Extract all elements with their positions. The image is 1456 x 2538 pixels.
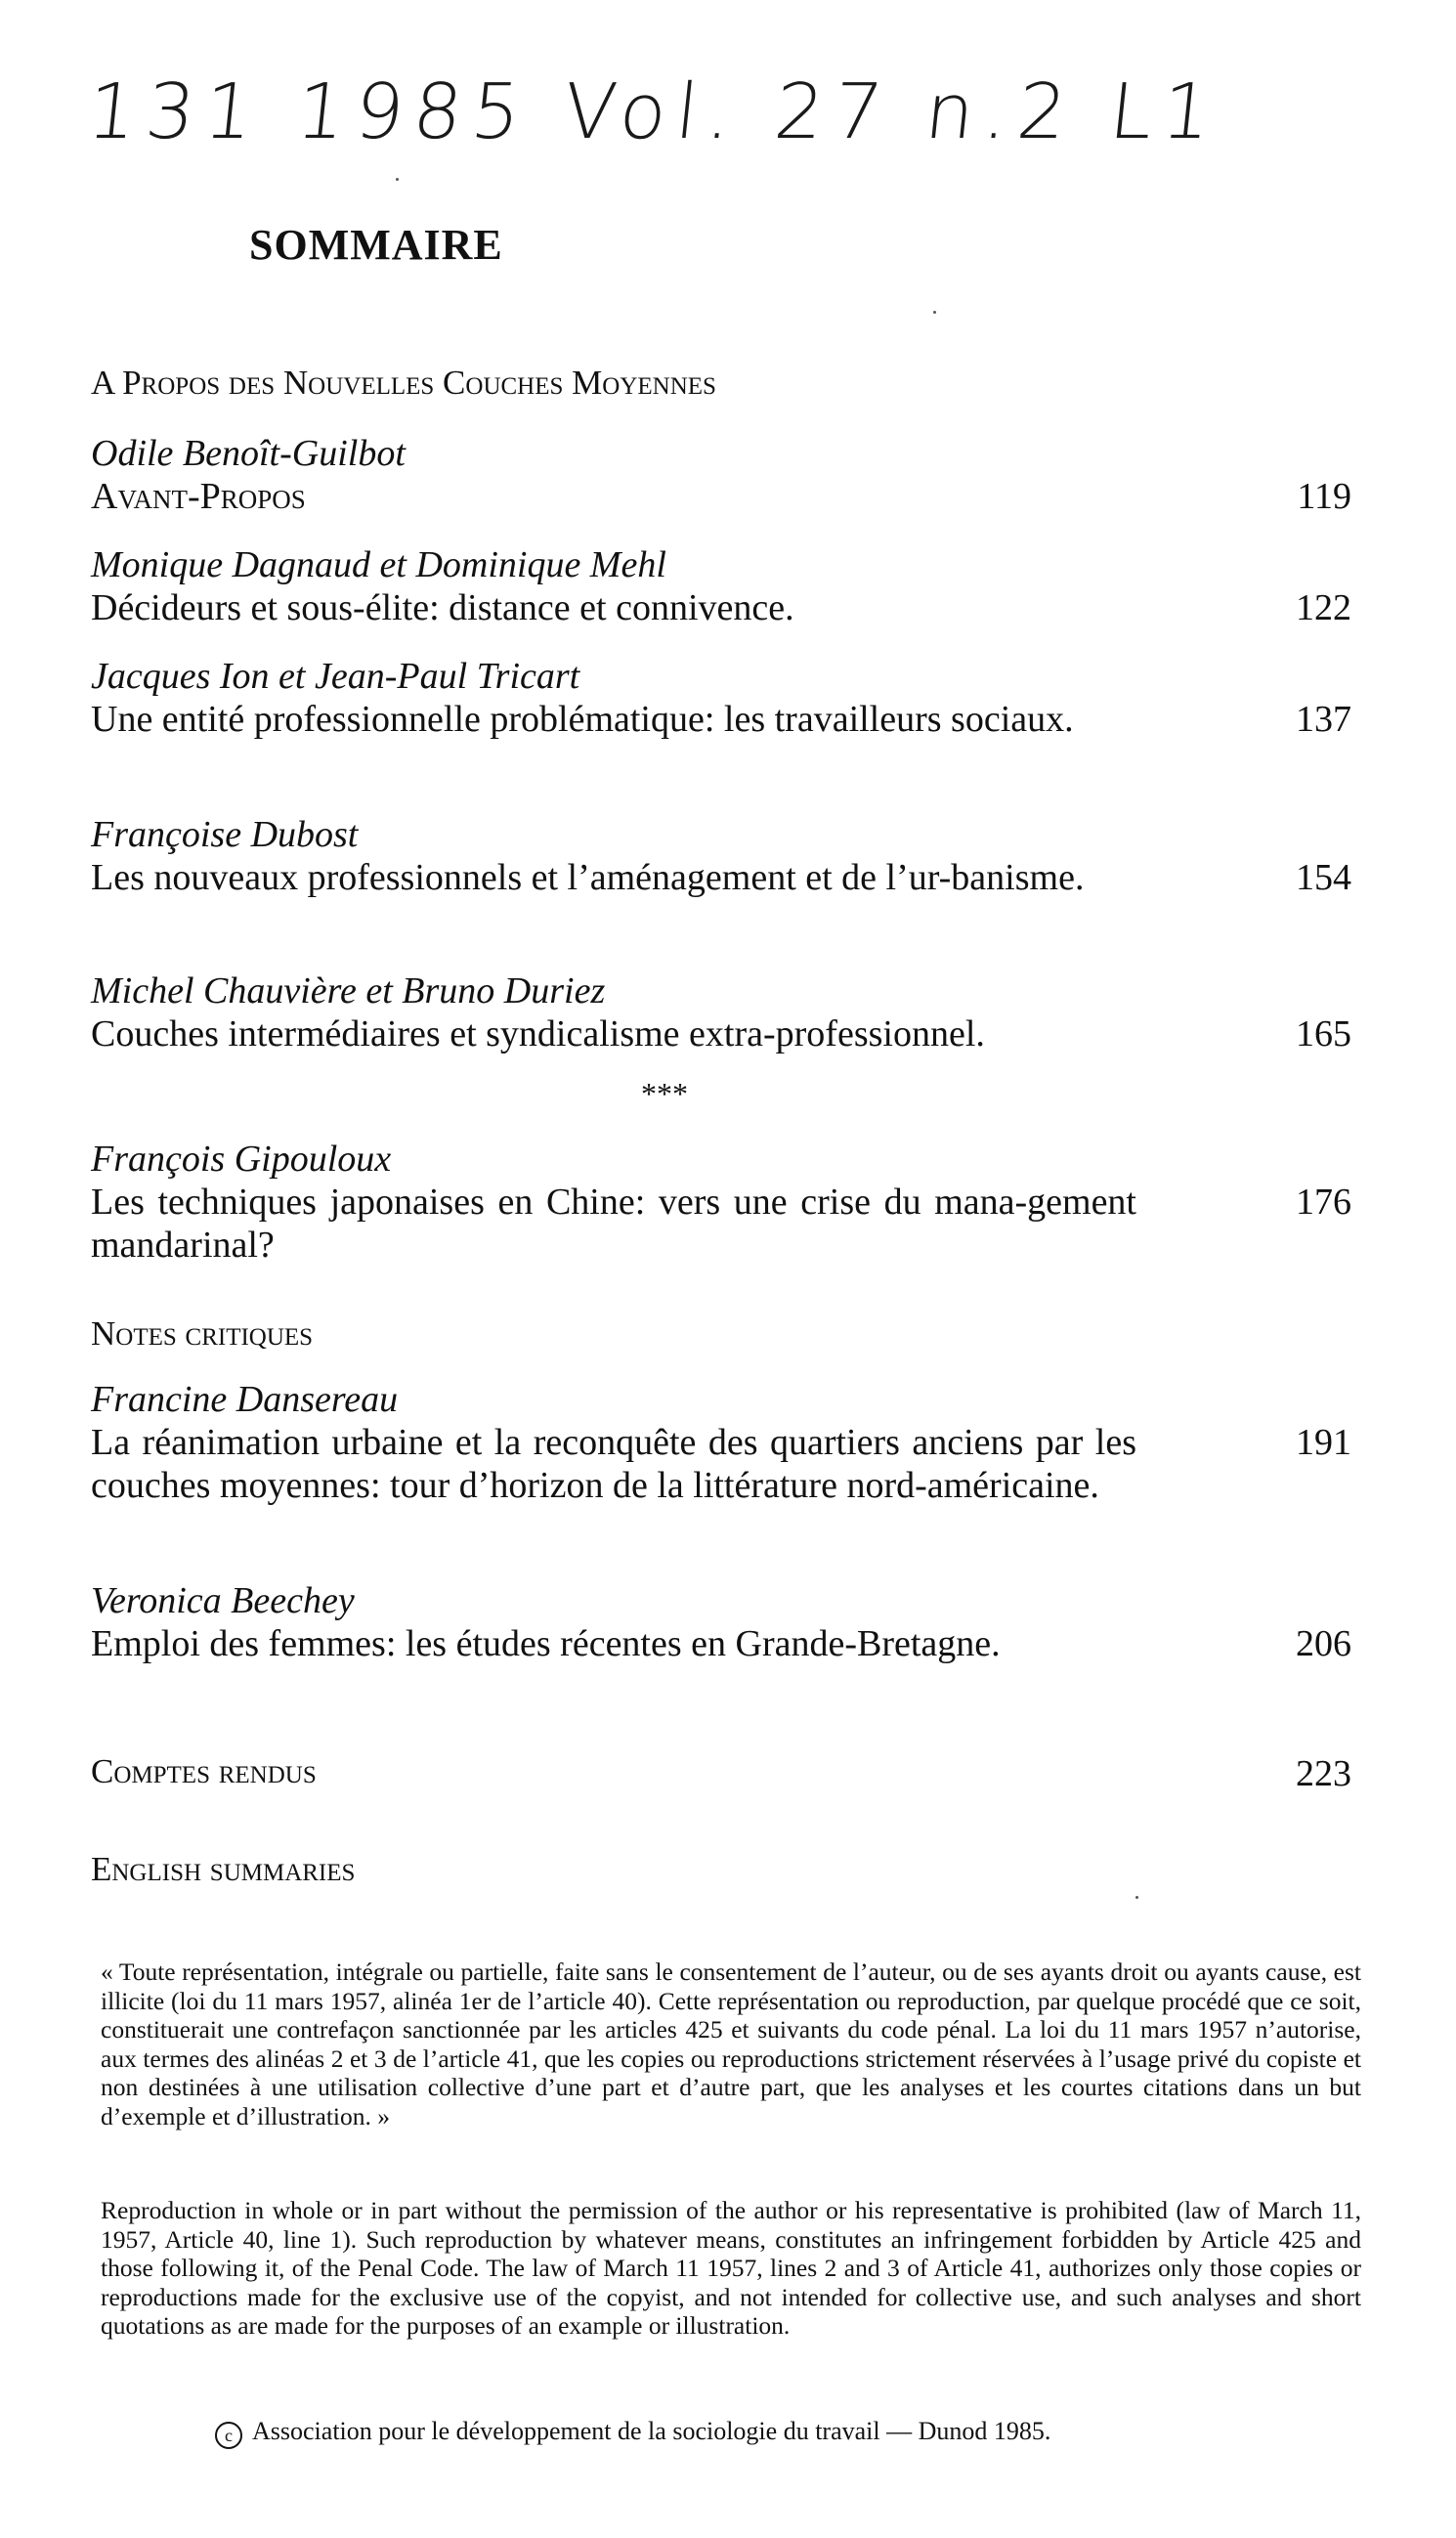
section-separator: *** [641,1076,688,1111]
copyright-line [215,2417,1050,2449]
toc-entry[interactable] [91,655,1351,741]
toc-entry[interactable] [91,543,1351,629]
entry-title: Avant-Propos [91,476,306,517]
entry-page-number: 206 [1296,1623,1351,1664]
entry-page-number: 165 [1296,1013,1351,1054]
entry-title: La réanimation urbaine et la reconquête des quartiers anciens par les couches moyennes: tour d’horizon de la littérature nord-américaine. [91,1422,1136,1506]
entry-author: Monique Dagnaud et Dominique Mehl [91,544,666,585]
section-heading-notes: Notes critiques [91,1314,314,1353]
entry-author: Françoise Dubost [91,814,359,855]
scan-speck [933,311,936,314]
entry-author: Veronica Beechey [91,1580,355,1621]
entry-title: Couches intermédiaires et syndicalisme extra-professionnel. [91,1013,985,1054]
copyright-notice-fr: « Toute représentation, intégrale ou partielle, faite sans le consentement de l’auteur, ou de ses ayants droit ou ayants cause, est illicite (loi du 11 mars 1957, alinéa 1er de l’article 40). Cette représentation ou reproduction, par quelque procédé que ce soit, constituerait une contrefaçon sanctionnée par les articles 425 et suivants du code pénal. La loi du 11 mars 1957 n’autorise, aux termes des alinéas 2 et 3 de l’article 41, que les copies ou reproductions strictement réservées à l’usage privé du copiste et non destinées à une utilisation collective d’une part et d’autre part, que les analyses et les courtes citations dans un but d’exemple et d’illustration. » [101,1957,1361,2130]
entry-page-number: 119 [1297,476,1351,517]
entry-author: Francine Dansereau [91,1379,399,1420]
entry-title: Une entité professionnelle problématique: les travailleurs sociaux. [91,699,1074,740]
handwritten-note: 131 1985 Vol. 27 n.2 L1 [83,68,1225,156]
toc-entry[interactable] [91,813,1351,899]
entry-author: Odile Benoît-Guilbot [91,433,406,474]
entry-title: Les techniques japonaises en Chine: vers une crise du mana-gement mandarinal? [91,1182,1136,1266]
entry-author: Michel Chauvière et Bruno Duriez [91,970,606,1011]
entry-page-number: 176 [1296,1182,1351,1223]
entry-page-number: 122 [1296,587,1351,628]
section-heading-main: A Propos des Nouvelles Couches Moyennes [91,364,716,402]
toc-entry[interactable] [91,969,1351,1055]
section-heading-comptes: Comptes rendus [91,1752,317,1790]
toc-entry[interactable] [91,1378,1351,1507]
toc-entry[interactable] [91,432,1351,518]
entry-page-number: 154 [1296,857,1351,898]
toc-entry[interactable] [91,1138,1351,1267]
copyright-text: Association pour le développement de la sociologie du travail — Dunod 1985. [252,2417,1051,2445]
entry-author: François Gipouloux [91,1139,392,1180]
entry-title: Les nouveaux professionnels et l’aménagement et de l’ur-banisme. [91,857,1085,898]
scan-speck [396,178,399,181]
section-heading-english: English summaries [91,1850,356,1888]
entry-title: Décideurs et sous-élite: distance et connivence. [91,587,794,628]
entry-page-number: 137 [1296,699,1351,740]
entry-title: Emploi des femmes: les études récentes en Grande-Bretagne. [91,1623,1001,1664]
copyright-notice-en: Reproduction in whole or in part without the permission of the author or his representative is prohibited (law of March 11, 1957, Article 40, line 1). Such reproduction by whatever means, constitutes an infringement forbidden by Article 425 and those following it, of the Penal Code. The law of March 11 1957, lines 2 and 3 of Article 41, authorizes only those copies or reproductions made for the exclusive use of the copyist, and not intended for collective use, and such analyses and short quotations as are made for the purposes of an example or illustration. [101,2196,1361,2340]
toc-entry[interactable] [91,1579,1351,1665]
entry-author: Jacques Ion et Jean-Paul Tricart [91,656,580,697]
copyright-icon: c [215,2422,242,2449]
entry-page-number: 191 [1296,1422,1351,1463]
page-title: SOMMAIRE [249,221,503,269]
entry-page-number: 223 [1296,1753,1351,1794]
scan-speck [1135,1896,1138,1899]
